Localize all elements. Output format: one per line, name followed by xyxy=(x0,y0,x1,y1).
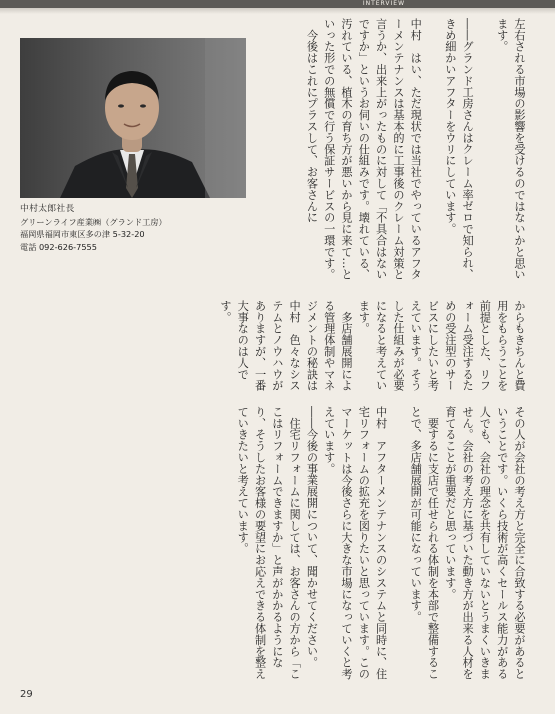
header-shadow xyxy=(0,8,555,14)
header-band xyxy=(0,0,555,8)
caption-name: 中村太郎社長 xyxy=(20,204,75,214)
article-column-middle: からもきちんと費用をもらうことを前提とした、リフォーム受注するための受注型のサービスにしたいと考えています。そうした仕組みが必要になると考えています。 多店舗展開による管理体制やマネジメントの秘訣は 中村 色々なシステムとノウハウがありますが、一番大事なのは人です。 xyxy=(218,300,526,392)
article-column-top: 左右される市場の影響を受けるのではないかと思います。 ――グランド工房さんはクレーム率ゼロで知られ、きめ細かいアフターをウリにしています。 中村 はい、ただ現状では当社でやっているアフターメンテナンスは基本的に工事後のクレーム対策と言うか、出来上がったものに対して「不具合はないですか」というお伺いの仕組みです。壊れている、汚れている、植木の育ち方が悪いから見に来て…といった形での無償で行う保証サービスの一環です。 今後はこれにプラスして、お客さんに xyxy=(305,18,526,281)
caption-company: グリーンライフ産業㈱（グランド工房） xyxy=(20,216,167,227)
caption-address: 福岡県福岡市東区多の津 5-32-20 xyxy=(20,229,145,240)
article-column-bottom: その人が会社の考え方と完全に合致する必要があるということです。いくら技術が高くセールス能力がある人でも、会社の理念を共有していないとうまくいきません。会社の考え方に基づいた動き方が出来る人材を育てることが重要だと思っています。 要するに支店で任せられる体制を本部で整備することで、多店舗展開が可能になっています。 中村 アフターメンテナンスのシステムと同時に、住宅リフォームの拡充を図りたいと思っています。このマーケットは今後さらに大きな市場になっていくと考えています。 ――今後の事業展開について、聞かせてください。 住宅リフォームに関しては、お客さんの方から「ここはリフォームできますか」と声がかかるようになり、そうしたお客様の要望にお応えできる体制を整えていきたいと考えています。 xyxy=(236,406,526,680)
portrait-photo xyxy=(20,38,246,198)
caption-phone: 電話 092-626-7555 xyxy=(20,241,97,252)
header-band-text: INTERVIEW xyxy=(362,0,405,7)
photo-caption xyxy=(20,203,250,253)
page-number: 29 xyxy=(20,689,33,700)
portrait-illustration xyxy=(20,38,246,198)
